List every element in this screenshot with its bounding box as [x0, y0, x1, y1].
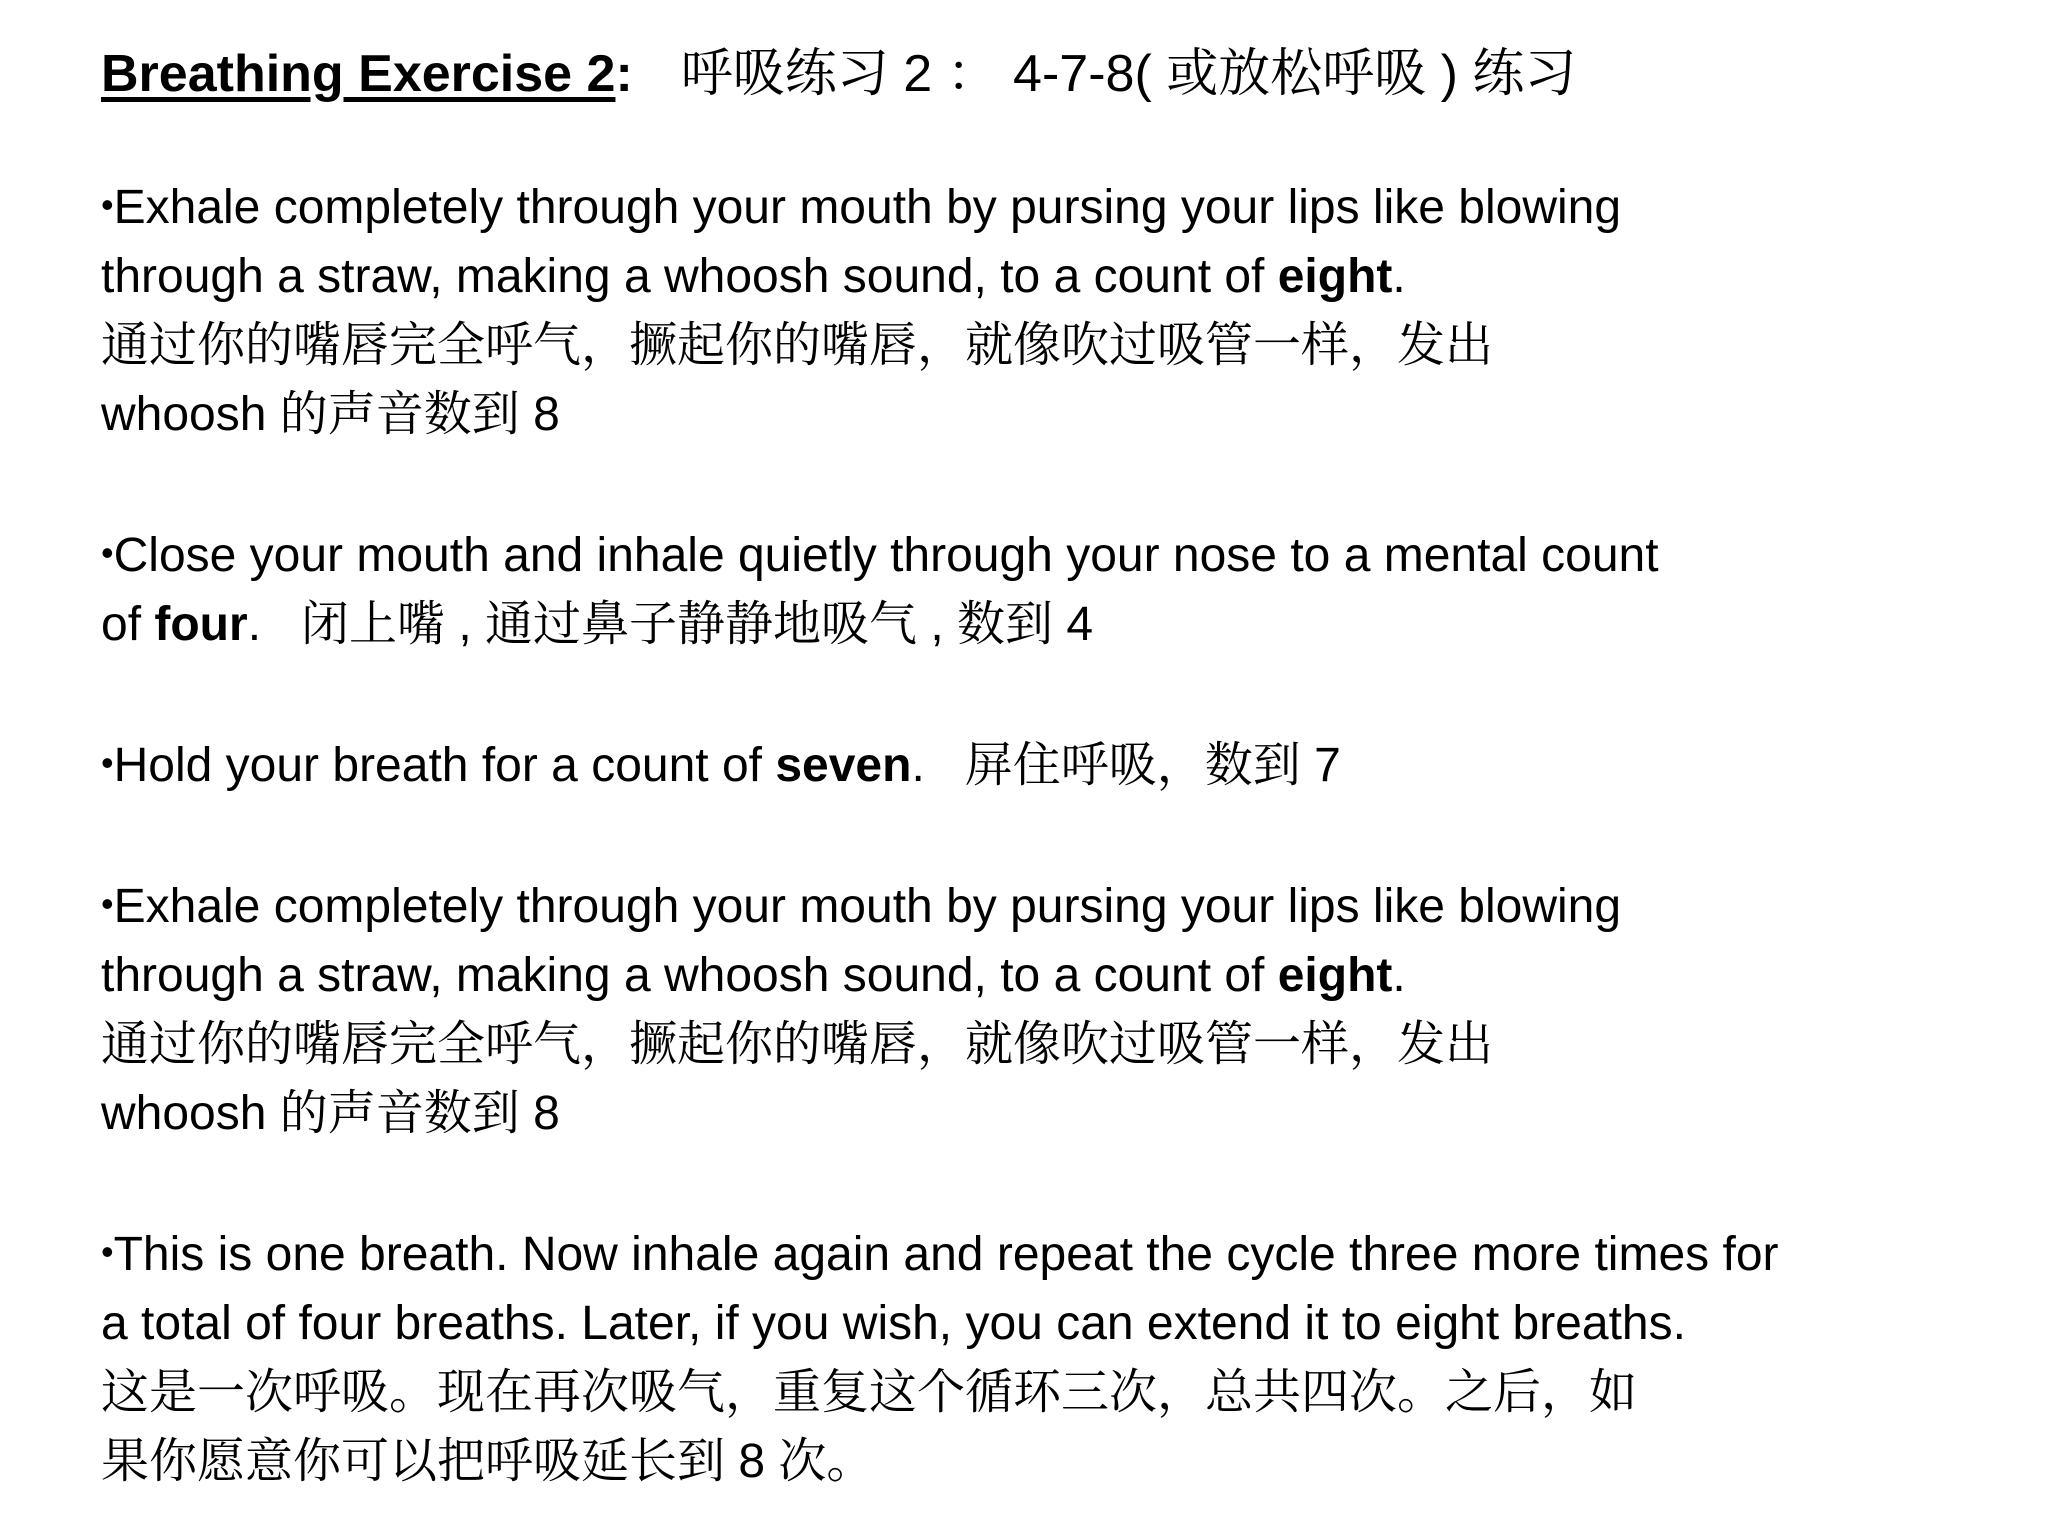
- title-colon: :: [615, 45, 633, 103]
- step-text-chinese: 闭上嘴 , 通过鼻子静静地吸气 , 数到 4: [301, 598, 1094, 651]
- title-chinese: 呼吸练习 2 ： 4-7-8( 或放松呼吸 ) 练习: [680, 45, 1577, 103]
- slide-title: [101, 36, 1981, 112]
- step-inhale-line-1: [101, 518, 1981, 590]
- step-repeat-line-2: a total of four breaths. Later, if you wish, you can extend it to eight breaths.: [101, 1297, 1686, 1350]
- punctuation: .: [247, 598, 262, 651]
- step-exhale-1: [101, 170, 1981, 449]
- step-text: of: [101, 598, 155, 651]
- bullet: •: [101, 742, 114, 783]
- step-repeat-zh-line-2: 果你愿意你可以把呼吸延长到 8 次。: [101, 1435, 875, 1488]
- title-english: Breathing Exercise 2: [101, 45, 616, 103]
- step-exhale-1-zh-line-2: whoosh 的声音数到 8: [101, 388, 560, 441]
- step-text: Hold your breath for a count of: [113, 739, 776, 792]
- step-text: Close your mouth and inhale quietly through your nose to a mental count: [113, 529, 1659, 582]
- step-hold-line-1: [101, 728, 1981, 800]
- bullet: •: [101, 184, 114, 225]
- step-repeat: [101, 1217, 1981, 1496]
- step-exhale-1-line-2: [101, 242, 1981, 311]
- step-exhale-1-zh-line-1: 通过你的嘴唇完全呼气，撅起你的嘴唇，就像吹过吸管一样，发出: [101, 319, 1494, 372]
- step-text: Exhale completely through your mouth by pursing your lips like blowing: [113, 181, 1622, 234]
- punctuation: .: [1392, 250, 1406, 303]
- step-repeat-zh-line-1: 这是一次呼吸。现在再次吸气，重复这个循环三次，总共四次。之后，如: [101, 1366, 1638, 1419]
- step-exhale-2: [101, 869, 1981, 1148]
- count-word: eight: [1277, 250, 1393, 303]
- count-word: seven: [775, 739, 912, 792]
- step-text-chinese: 屏住呼吸，数到 7: [964, 739, 1341, 792]
- count-word: eight: [1277, 949, 1393, 1002]
- slide-content: [101, 36, 1981, 1496]
- step-text: through a straw, making a whoosh sound, to a count of: [101, 250, 1278, 303]
- step-exhale-2-zh-line-1: 通过你的嘴唇完全呼气，撅起你的嘴唇，就像吹过吸管一样，发出: [101, 1018, 1494, 1071]
- step-text: This is one breath. Now inhale again and repeat the cycle three more times for: [113, 1228, 1779, 1281]
- step-exhale-2-zh-line-2: whoosh 的声音数到 8: [101, 1087, 560, 1140]
- step-text: Exhale completely through your mouth by pursing your lips like blowing: [113, 880, 1622, 933]
- step-exhale-2-line-1: [101, 869, 1981, 941]
- punctuation: .: [911, 739, 925, 792]
- count-word: four: [154, 598, 248, 651]
- bullet: •: [101, 1231, 114, 1272]
- bullet: •: [101, 883, 114, 924]
- step-inhale: [101, 518, 1981, 659]
- bullet: •: [101, 532, 114, 573]
- step-exhale-2-line-2: [101, 941, 1981, 1010]
- step-inhale-line-2: [101, 590, 1981, 659]
- step-text: through a straw, making a whoosh sound, to a count of: [101, 949, 1278, 1002]
- step-repeat-line-1: [101, 1217, 1981, 1289]
- step-hold: [101, 728, 1981, 800]
- punctuation: .: [1392, 949, 1406, 1002]
- step-exhale-1-line-1: [101, 170, 1981, 242]
